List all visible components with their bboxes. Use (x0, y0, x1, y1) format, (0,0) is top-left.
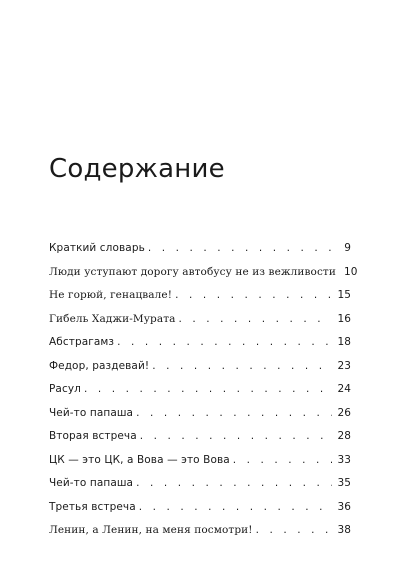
toc-entry-label: Абстрагамз (49, 336, 115, 348)
toc-dot-leader (152, 360, 332, 372)
toc-entry-page: 26 (337, 406, 351, 419)
toc-dot-leader (233, 454, 333, 466)
toc-entry-page: 36 (337, 500, 351, 513)
toc-dot-leader (175, 289, 332, 301)
toc-dot-leader (139, 501, 333, 513)
toc-entry (49, 501, 351, 525)
toc-entry-label: Федор, раздевай! (49, 359, 150, 372)
toc-entry-page: 15 (337, 289, 351, 301)
toc-entry-page: 33 (337, 453, 351, 466)
toc-entry-label: Чей-то папаша (49, 477, 134, 489)
toc-entry-page: 28 (337, 430, 351, 442)
toc-entry (49, 242, 351, 266)
toc-entry-label: Не горюй, генацвале! (49, 289, 173, 301)
toc-dot-leader (84, 383, 332, 395)
toc-entry-page: 16 (337, 312, 351, 325)
toc-dot-leader (256, 524, 333, 536)
toc-dot-leader (140, 430, 333, 442)
toc-entry (49, 454, 351, 478)
toc-entry-page: 18 (337, 336, 351, 348)
toc-title: Содержание (49, 154, 225, 184)
toc-entry (49, 524, 351, 548)
toc-entry-page: 24 (337, 383, 351, 395)
toc-entry-label: Гибель Хаджи-Мурата (49, 312, 176, 325)
toc-entry-label: Люди уступают дорогу автобусу не из вежливости (49, 265, 336, 278)
toc-entry (49, 477, 351, 501)
toc-entry-label: ЦК — это ЦК, а Вова — это Вова (49, 453, 230, 466)
toc-entry (49, 265, 358, 290)
toc-dot-leader (179, 313, 333, 325)
toc-entry (49, 383, 351, 407)
toc-dot-leader (136, 407, 332, 419)
toc-entry (49, 360, 351, 384)
toc-entry-page: 9 (344, 242, 351, 254)
toc-entry-label: Расул (49, 383, 81, 395)
toc-dot-leader (117, 336, 332, 348)
toc-entry (49, 336, 351, 360)
toc-dot-leader (136, 477, 332, 489)
toc-entry-page: 23 (337, 359, 351, 372)
toc-entry-page: 35 (337, 477, 351, 489)
toc-entry (49, 407, 351, 431)
toc-entry (49, 289, 351, 313)
toc-entry-label: Краткий словарь (49, 242, 145, 254)
toc-entry-label: Третья встреча (49, 500, 136, 513)
toc-entry (49, 430, 351, 454)
toc-entry-page: 10 (343, 265, 358, 278)
toc-entry (49, 313, 351, 337)
toc-entry-label: Вторая встреча (49, 430, 137, 442)
toc-entry-label: Ленин, а Ленин, на меня посмотри! (49, 524, 253, 536)
toc-list (49, 242, 358, 548)
toc-dot-leader (148, 242, 334, 254)
toc-entry-page: 38 (337, 524, 351, 536)
toc-entry-label: Чей-то папаша (49, 406, 134, 419)
